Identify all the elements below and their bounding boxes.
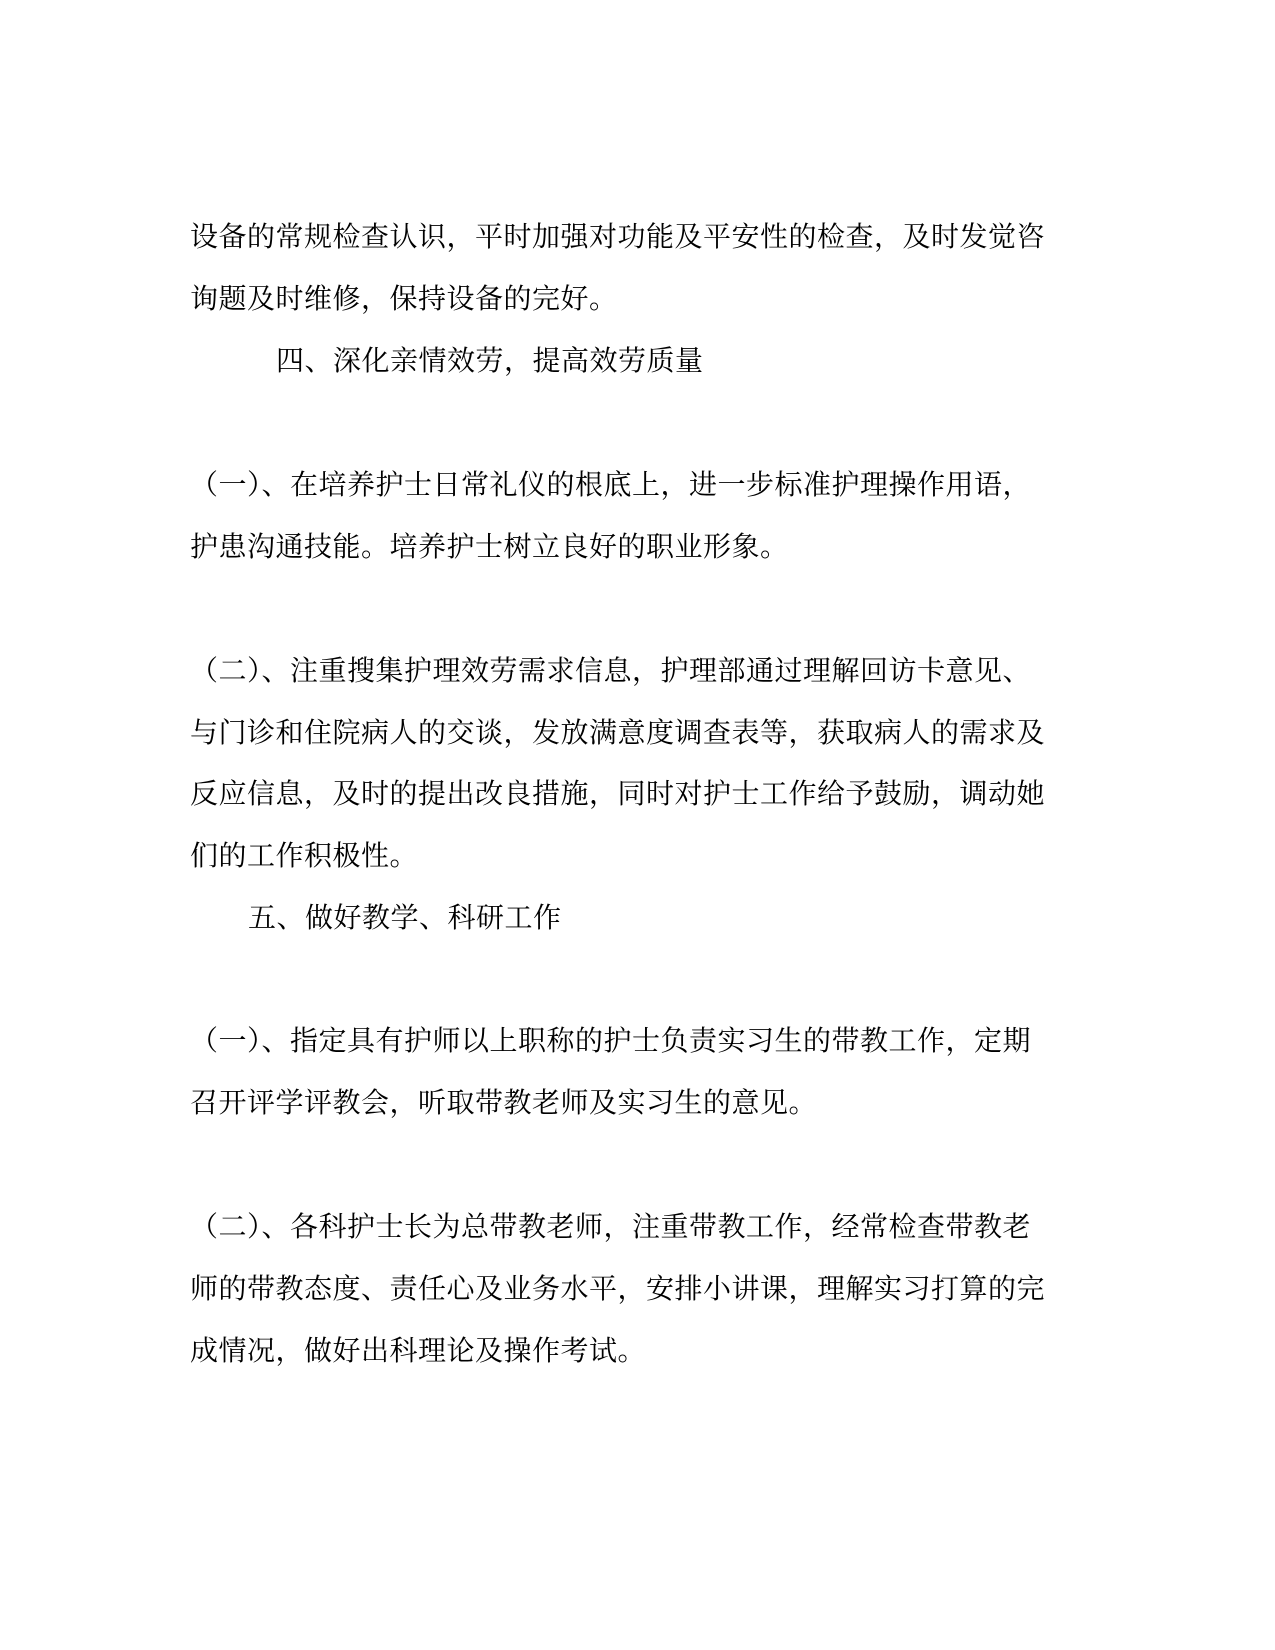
- body-text-line: 护患沟通技能。培养护士树立良好的职业形象。: [190, 530, 789, 563]
- body-text-line: 反应信息，及时的提出改良措施，同时对护士工作给予鼓励，调动她: [190, 777, 1046, 810]
- body-text-line: 们的工作积极性。: [190, 839, 419, 872]
- body-text-line: 成情况，做好出科理论及操作考试。: [190, 1334, 647, 1367]
- body-text-line: 询题及时维修，保持设备的完好。: [190, 282, 618, 315]
- body-text-line: （一）、指定具有护师以上职称的护士负责实习生的带教工作，定期: [190, 1024, 1032, 1057]
- body-text-line: 召开评学评教会，听取带教老师及实习生的意见。: [190, 1086, 818, 1119]
- body-text-line: 师的带教态度、责任心及业务水平，安排小讲课，理解实习打算的完: [190, 1272, 1046, 1305]
- body-text-line: （二）、各科护士长为总带教老师，注重带教工作，经常检查带教老: [190, 1210, 1032, 1243]
- body-text-line: （一）、在培养护士日常礼仪的根底上，进一步标准护理操作用语，: [190, 468, 1032, 501]
- body-text-line: 与门诊和住院病人的交谈，发放满意度调查表等，获取病人的需求及: [190, 716, 1046, 749]
- body-text-line: 设备的常规检查认识，平时加强对功能及平安性的检查，及时发觉咨: [190, 220, 1046, 253]
- section-heading: 四、深化亲情效劳，提高效劳质量: [276, 344, 704, 377]
- section-heading: 五、做好教学、科研工作: [248, 901, 562, 934]
- body-text-line: （二）、注重搜集护理效劳需求信息，护理部通过理解回访卡意见、: [190, 654, 1032, 687]
